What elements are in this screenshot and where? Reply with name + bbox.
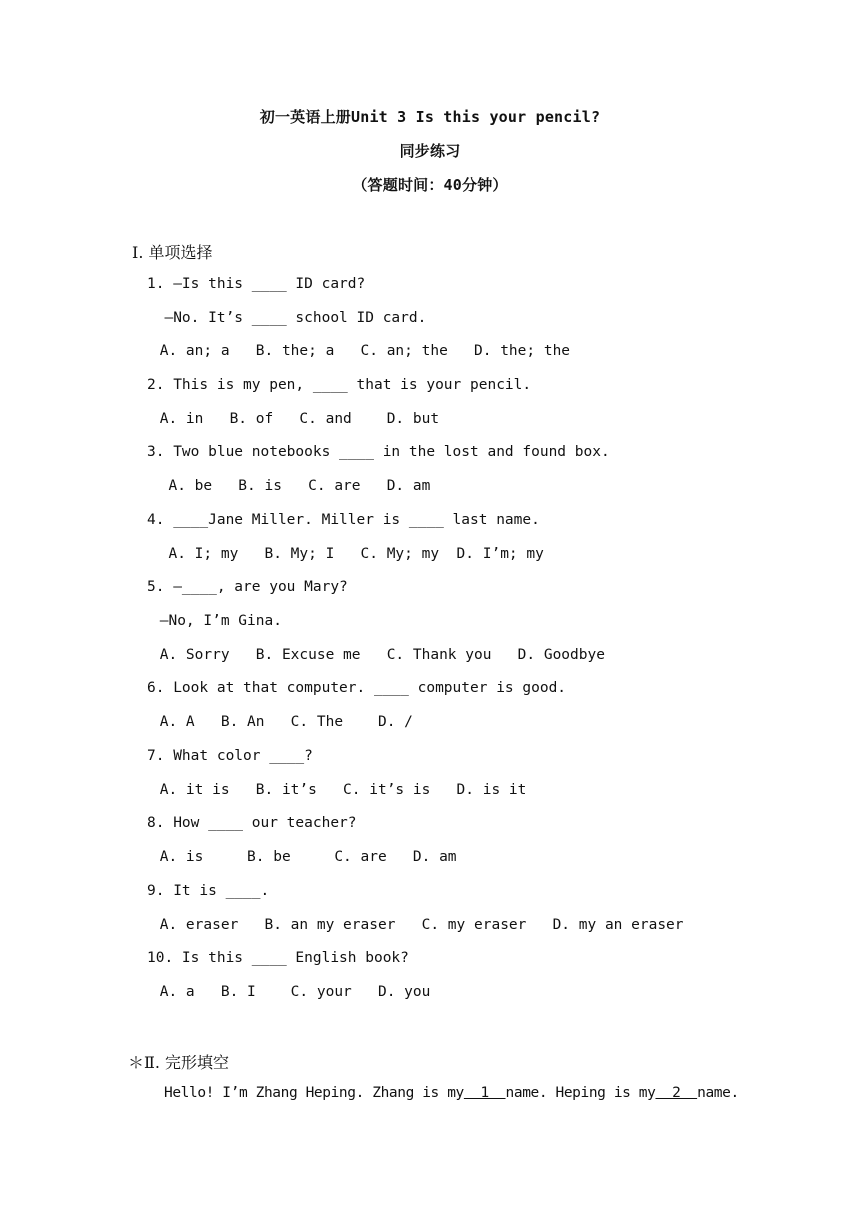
question-line: 1. —Is this ____ ID card? xyxy=(147,276,366,292)
question-line: —No, I’m Gina. xyxy=(151,613,282,629)
options-line: A. be B. is C. are D. am xyxy=(151,478,431,494)
question-line: 4. ____Jane Miller. Miller is ____ last name. xyxy=(147,512,540,528)
question-line: 8. How ____ our teacher? xyxy=(147,815,357,831)
options-line: A. A B. An C. The D. / xyxy=(151,714,413,730)
question-line: 6. Look at that computer. ____ computer is good. xyxy=(147,680,567,696)
cloze-passage xyxy=(164,1085,739,1101)
options-line: A. is B. be C. are D. am xyxy=(151,849,457,865)
blank-1: 1 xyxy=(463,1085,506,1101)
options-line: A. I; my B. My; I C. My; my D. I’m; my xyxy=(151,546,544,562)
options-line: A. eraser B. an my eraser C. my eraser D. my an eraser xyxy=(151,917,684,933)
blank-2: 2 xyxy=(655,1085,698,1101)
question-line: 3. Two blue notebooks ____ in the lost and found box. xyxy=(147,444,610,460)
options-line: A. Sorry B. Excuse me C. Thank you D. Goodbye xyxy=(151,647,605,663)
question-line: 2. This is my pen, ____ that is your pencil. xyxy=(147,377,532,393)
section-heading-cloze: ＊Ⅱ. 完形填空 xyxy=(128,1053,230,1072)
options-line: A. in B. of C. and D. but xyxy=(151,411,440,427)
question-line: 7. What color ____? xyxy=(147,748,313,764)
page-subtitle: 同步练习 xyxy=(399,142,461,160)
passage-text: Hello! I’m Zhang Heping. Zhang is my xyxy=(164,1085,464,1101)
options-line: A. it is B. it’s C. it’s is D. is it xyxy=(151,782,527,798)
time-note: （答题时间：40分钟） xyxy=(352,176,508,194)
question-line: 5. —____, are you Mary? xyxy=(147,579,348,595)
options-line: A. a B. I C. your D. you xyxy=(151,984,431,1000)
question-line: 9. It is ____. xyxy=(147,883,270,899)
question-line: 10. Is this ____ English book? xyxy=(147,950,409,966)
question-line: —No. It’s ____ school ID card. xyxy=(147,310,427,326)
page-title: 初一英语上册Unit 3 Is this your pencil? xyxy=(259,108,601,126)
options-line: A. an; a B. the; a C. an; the D. the; the xyxy=(151,343,571,359)
passage-text: name. xyxy=(697,1085,739,1101)
passage-text: name. Heping is my xyxy=(505,1085,656,1101)
section-heading-multiple-choice: Ⅰ. 单项选择 xyxy=(132,243,213,262)
